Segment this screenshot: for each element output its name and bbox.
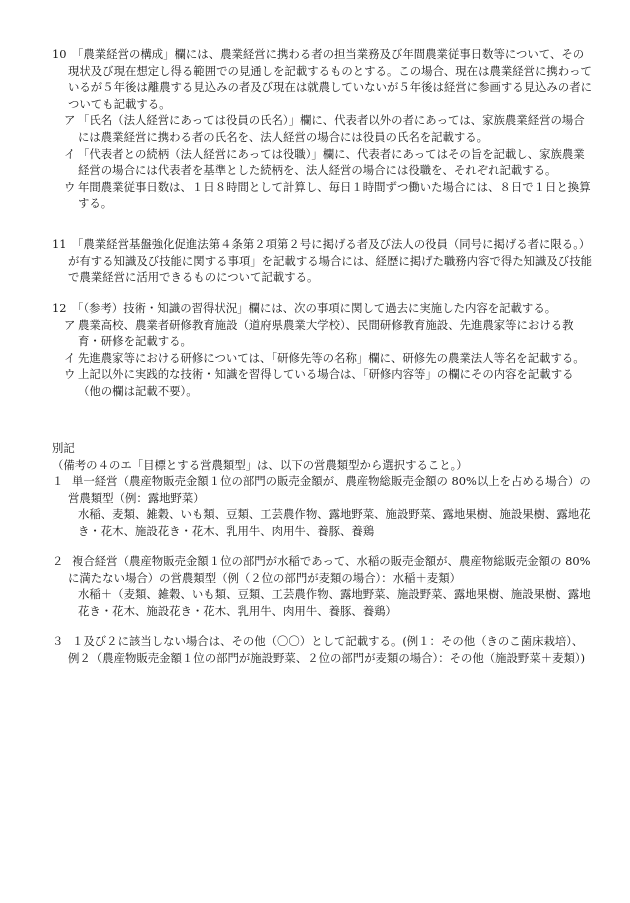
section-10-item-a-text: 「氏名（法人経営にあっては役員の氏名）」欄に、代表者以外の者にあっては、家族農業経営の場合には農業経営に携わる者の氏名を、法人経営の場合には役員の氏名を記載する。 — [78, 113, 585, 144]
section-11 — [52, 236, 592, 286]
section-12-item-u-label: ウ — [64, 367, 76, 382]
appendix-item-1-number: １ — [52, 474, 64, 488]
section-12-item-a-text: 農業高校、農業者研修教育施設（道府県農業大学校）、民間研修教育施設、先進農家等における教育・研修を記載する。 — [78, 317, 574, 349]
section-10-item-u — [52, 179, 592, 212]
appendix-item-2-lead — [52, 553, 592, 586]
appendix — [52, 440, 592, 473]
section-12 — [52, 300, 592, 400]
section-10-item-a-label: ア — [64, 113, 76, 128]
appendix-title: 別記 — [52, 441, 75, 455]
section-12-item-u-text: 上記以外に実践的な技術・知識を習得している場合は、「研修内容等」の欄にその内容を記載する（他の欄は記載不要）。 — [78, 367, 574, 398]
section-11-number: 11 — [52, 237, 67, 251]
section-10-item-a — [52, 112, 592, 145]
section-12-item-i-text: 先進農家等における研修については、「研修先等の名称」欄に、研修先の農業法人等名を記載する。 — [78, 350, 585, 365]
section-12-item-a — [52, 317, 592, 350]
section-10-item-i-label: イ — [64, 146, 76, 161]
appendix-item-3-number: ３ — [52, 634, 64, 648]
appendix-item-2-list: 水稲＋（麦類、雑穀、いも類、豆類、工芸農作物、露地野菜、施設野菜、露地果樹、施設果樹、露地花き・花木、施設花き・花木、乳用牛、肉用牛、養豚、養鶏） — [78, 587, 591, 618]
section-10 — [52, 46, 592, 212]
section-10-item-i — [52, 146, 592, 179]
appendix-item-3-text: １及び２に該当しない場合は、その他（〇〇）として記載する。(例１：その他（きのこ菌床栽培）、例２（農産物販売金額１位の部門が施設野菜、２位の部門が麦類の場合）：その他（施設野菜＋麦類）) — [68, 634, 586, 665]
appendix-intro: （備考の４のエ「目標とする営農類型」は、以下の営農類型から選択すること。） — [52, 457, 468, 472]
appendix-item-3-lead — [52, 633, 592, 666]
section-12-item-a-label: ア — [64, 317, 76, 332]
appendix-item-1-text: 単一経営（農産物販売金額１位の部門の販売金額が、農産物総販売金額の 80%以上を占める場合）の営農類型（例：露地野菜） — [68, 474, 591, 505]
appendix-item-2-number: ２ — [52, 554, 64, 568]
section-12-item-i — [52, 350, 592, 367]
section-10-item-u-text: 年間農業従事日数は、１日８時間として計算し、毎日１時間ずつ働いた場合には、８日で１日と換算する。 — [78, 179, 591, 211]
section-12-lead — [52, 300, 592, 317]
appendix-item-1-lead — [52, 473, 592, 506]
appendix-item-1 — [52, 473, 592, 539]
section-12-item-i-label: イ — [64, 350, 76, 365]
section-11-text: 「農業経営基盤強化促進法第４条第２項第２号に掲げる者及び法人の役員（同号に掲げる者に限る。）が有する知識及び技能に関する事項」を記載する場合には、経歴に掲げた職務内容で得た知識及び技能で農業経営に活用できるものについて記載する。 — [68, 237, 592, 285]
appendix-item-1-list: 水稲、麦類、雑穀、いも類、豆類、工芸農作物、露地野菜、施設野菜、露地果樹、施設果樹、露地花き・花木、施設花き・花木、乳用牛、肉用牛、養豚、養鶏 — [78, 507, 591, 538]
section-12-number: 12 — [52, 301, 67, 315]
section-10-item-u-label: ウ — [64, 179, 76, 194]
section-10-item-i-text: 「代表者との続柄（法人経営にあっては役職）」欄に、代表者にあってはその旨を記載し、家族農業経営の場合には代表者を基準とした続柄を、法人経営の場合には役職を、それぞれ記載する。 — [78, 146, 585, 178]
section-10-text: 「農業経営の構成」欄には、農業経営に携わる者の担当業務及び年間農業従事日数等について、その現状及び現在想定し得る範囲での見通しを記載するものとする。この場合、現在は農業経営に携わっているが５年後は離農する見込みの者及び現在は就農していないが５年後は経営に参画する見込みの者についても記載する。 — [68, 47, 592, 111]
section-12-text: 「（参考）技術・知識の習得状況」欄には、次の事項に関して過去に実施した内容を記載する。 — [72, 301, 557, 315]
section-10-lead — [52, 46, 592, 112]
section-12-item-u — [52, 366, 592, 399]
appendix-item-3 — [52, 633, 592, 666]
appendix-item-2 — [52, 553, 592, 619]
section-11-lead — [52, 236, 592, 286]
appendix-item-2-text: 複合経営（農産物販売金額１位の部門が水稲であって、水稲の販売金額が、農産物総販売金額の 80%に満たない場合）の営農類型（例（２位の部門が麦類の場合）：水稲＋麦類） — [68, 554, 591, 585]
section-10-number: 10 — [52, 47, 67, 61]
